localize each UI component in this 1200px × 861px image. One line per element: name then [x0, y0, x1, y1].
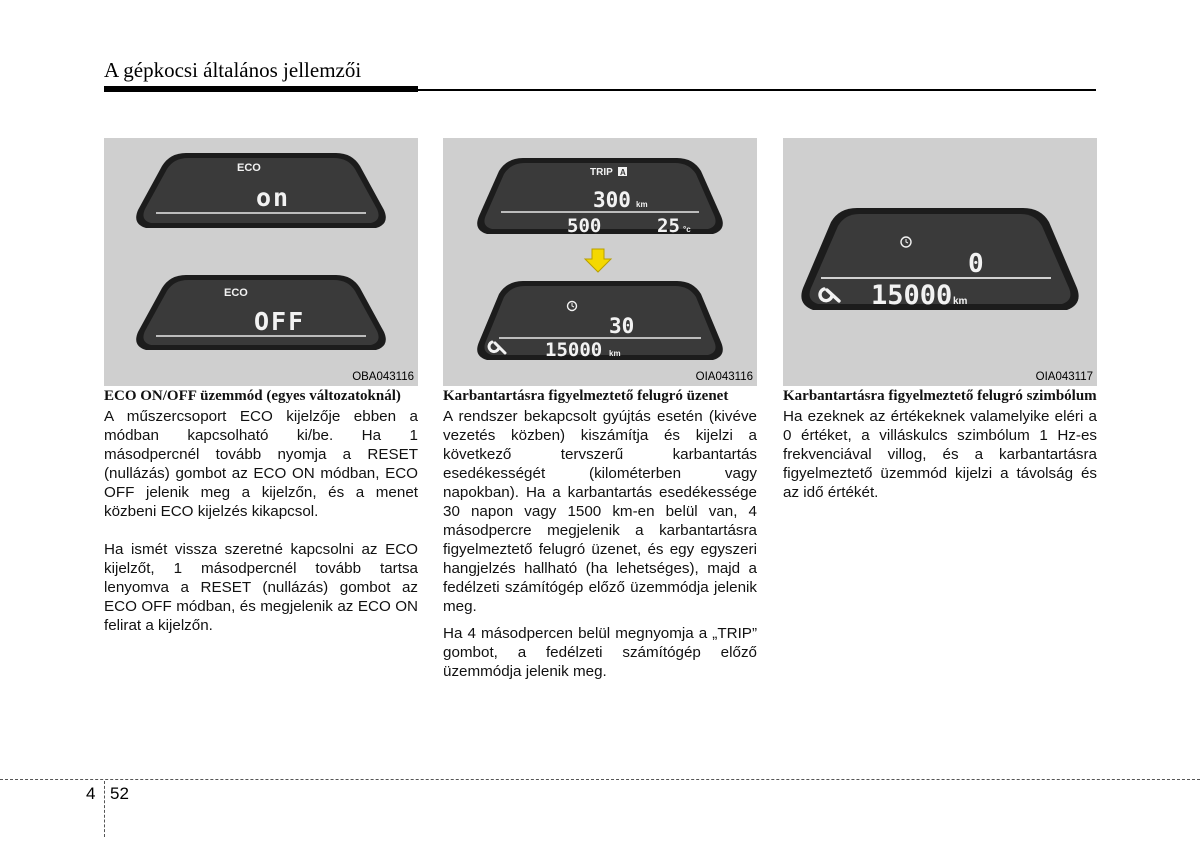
- trip-temperature-unit: °c: [683, 225, 691, 234]
- trip-label: TRIP: [590, 167, 613, 178]
- footer-divider: [104, 781, 105, 837]
- popup-days: 30: [609, 314, 635, 338]
- eco-label: ECO: [224, 287, 248, 299]
- paragraph: Ha ismét vissza szeretné kapcsolni az ECO kijelzőt, 1 másodpercnél tovább tartsa lenyomva a RESET (nullázás) gombot az ECO OFF módban, és megjelenik az ECO ON felirat a kijelzőn.: [104, 541, 418, 634]
- paragraph: A műszercsoport ECO kijelzője ebben a módban kapcsolható ki/be. Ha 1 másodpercnél tovább nyomja a RESET (nullázás) gombot az ECO ON módban, ECO OFF jelenik meg a kijelzőn, és a menet közbeni ECO kijelzés kikapcsol.: [104, 408, 418, 520]
- column-eco: [104, 387, 418, 635]
- figure-eco-display: [104, 138, 418, 386]
- popup-odometer: 15000: [545, 339, 603, 361]
- chapter-number: 4: [86, 784, 96, 803]
- column-maintenance-popup: [443, 387, 757, 681]
- page-header-title: A gépkocsi általános jellemzői: [104, 58, 362, 82]
- figure-code: OIA043117: [1035, 371, 1093, 383]
- down-arrow-icon: [585, 249, 611, 272]
- page-number: 52: [110, 784, 129, 803]
- trip-badge-letter: A: [620, 168, 626, 177]
- header-rule-thin: [418, 89, 1096, 91]
- eco-off-value: OFF: [254, 307, 306, 336]
- lcd-panel-trip: [477, 158, 723, 237]
- symbol-odometer-unit: km: [953, 296, 968, 307]
- paragraph: Ha 4 másodpercen belül megnyomja a „TRIP” gombot, a fedélzeti számítógép előző üzemmódja jelenik meg.: [443, 625, 757, 680]
- section-heading: Karbantartásra figyelmeztető felugró üzenet: [443, 388, 729, 404]
- popup-odometer-unit: km: [609, 349, 621, 358]
- figure-code: OBA043116: [352, 371, 414, 383]
- trip-distance: 300: [593, 188, 631, 212]
- paragraph: Ha ezeknek az értékeknek valamelyike eléri a 0 értéket, a villáskulcs szimbólum 1 Hz-es frekvenciával villog, és a karbantartásra figyelmeztető üzemmód kijelzi a távolság és az idő értékét.: [783, 408, 1097, 501]
- paragraph: A rendszer bekapcsolt gyújtás esetén (kivéve vezetés közben) kiszámítja és kijelzi a következő tervszerű karbantartás esedékességét (kilométerben vagy napokban). Ha a karbantartás esedékessége 30 napon vagy 1500 km-en belül van, 4 másodpercre megjelenik a karbantartásra figyelmeztető felugró üzenet, és egy egyszeri hangjelzés hallható (ha lehetséges), majd a fedélzeti számítógép előző üzemmódja jelenik meg.: [443, 408, 757, 615]
- symbol-odometer: 15000: [871, 280, 953, 311]
- lcd-panel-maintenance-popup: [477, 281, 723, 361]
- eco-label: ECO: [237, 162, 261, 174]
- lcd-panel-eco-on: [136, 153, 386, 228]
- section-heading: ECO ON/OFF üzemmód (egyes változatoknál): [104, 388, 401, 404]
- figure-maintenance-symbol: [783, 138, 1097, 386]
- eco-on-value: on: [256, 183, 291, 212]
- figure-maintenance-popup: [443, 138, 757, 386]
- lcd-panel-maintenance-symbol: [801, 208, 1078, 311]
- footer-rule: [0, 779, 1200, 780]
- header-rule-thick: [104, 86, 418, 92]
- column-maintenance-symbol: [783, 387, 1097, 502]
- section-heading: Karbantartásra figyelmeztető felugró szimbólum: [783, 388, 1097, 404]
- trip-distance-unit: km: [636, 200, 648, 209]
- symbol-days: 0: [968, 249, 984, 279]
- lcd-panel-eco-off: [136, 275, 386, 350]
- trip-left-value: 500: [567, 215, 602, 237]
- figure-code: OIA043116: [695, 371, 753, 383]
- trip-temperature: 25: [657, 215, 680, 237]
